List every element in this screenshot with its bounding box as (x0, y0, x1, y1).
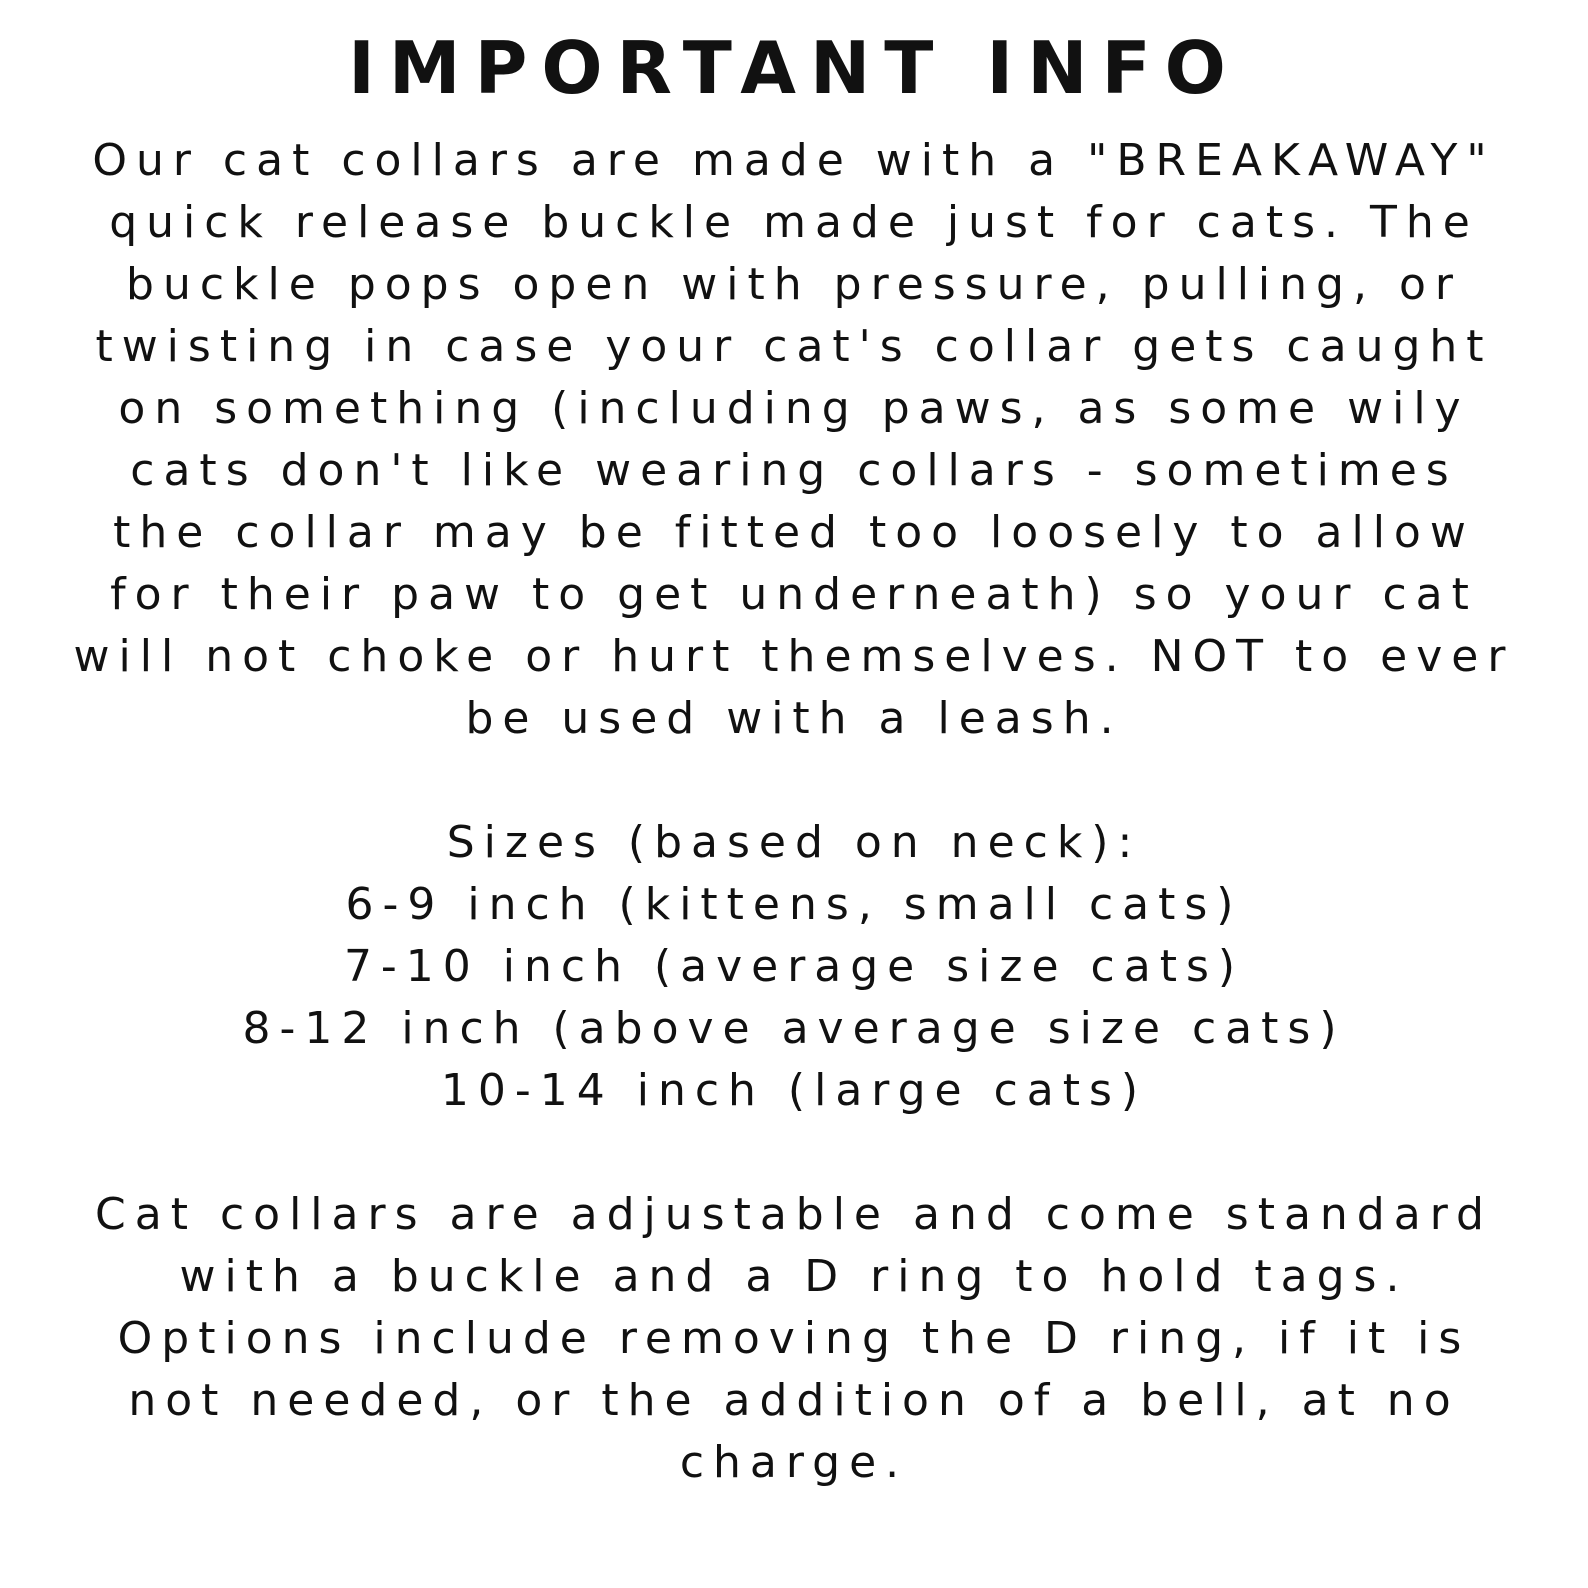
intro-line: on something (including paws, as some wily (118, 383, 1470, 434)
intro-line: the collar may be fitted too loosely to allow (113, 507, 1475, 558)
intro-line: twisting in case your cat's collar gets caught (95, 321, 1493, 372)
sizes-list (0, 812, 1588, 1122)
intro-line: for their paw to get underneath) so your cat (110, 569, 1478, 620)
intro-paragraph (0, 130, 1588, 750)
options-line: charge. (679, 1437, 909, 1488)
size-item: 7-10 inch (average size cats) (343, 941, 1245, 992)
options-line: Cat collars are adjustable and come standard (95, 1189, 1493, 1240)
intro-line: buckle pops open with pressure, pulling, or (126, 259, 1462, 310)
size-item: 8-12 inch (above average size cats) (242, 1003, 1346, 1054)
page-title: IMPORTANT INFO (348, 26, 1240, 110)
intro-line: quick release buckle made just for cats. The (109, 197, 1479, 248)
options-line: with a buckle and a D ring to hold tags. (179, 1251, 1409, 1302)
options-paragraph (0, 1184, 1588, 1494)
intro-line: be used with a leash. (465, 693, 1123, 744)
intro-line: cats don't like wearing collars - sometimes (130, 445, 1458, 496)
intro-line: will not choke or hurt themselves. NOT to ever (73, 631, 1515, 682)
size-item: 10-14 inch (large cats) (440, 1065, 1148, 1116)
intro-line: Our cat collars are made with a "BREAKAWAY" (92, 135, 1496, 186)
options-line: not needed, or the addition of a bell, at no (128, 1375, 1460, 1426)
options-line: Options include removing the D ring, if it is (117, 1313, 1471, 1364)
size-item: 6-9 inch (kittens, small cats) (345, 879, 1243, 930)
sizes-heading: Sizes (based on neck): (446, 817, 1142, 868)
